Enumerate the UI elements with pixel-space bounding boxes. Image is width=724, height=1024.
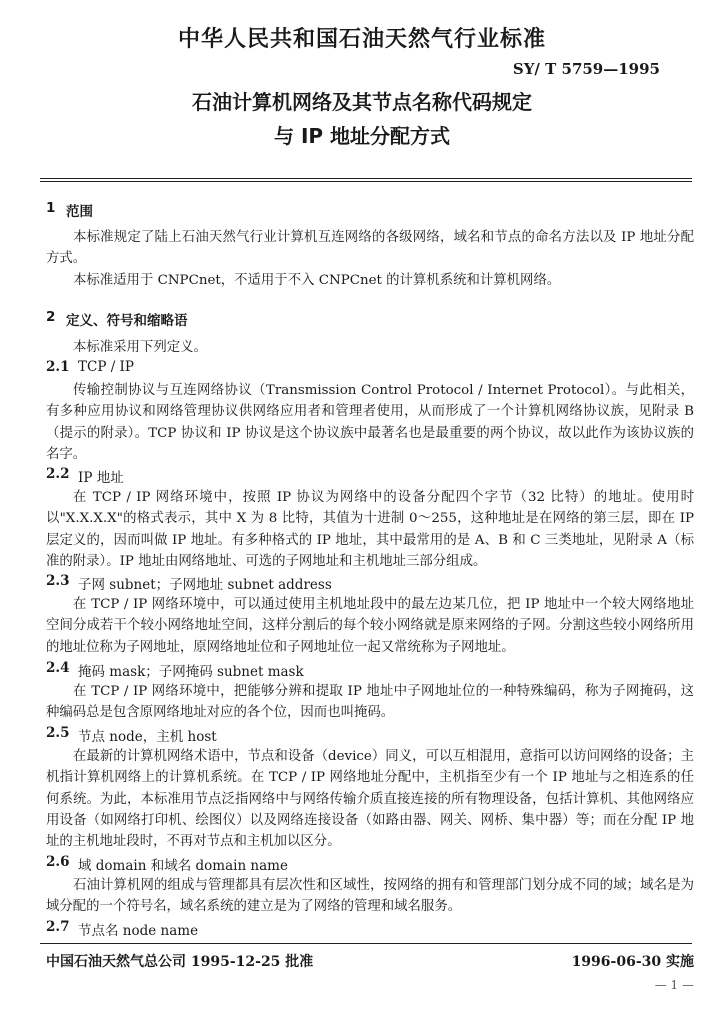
subsection-2-3-title: 子网 subnet；子网地址 subnet address <box>78 577 332 593</box>
subsection-2-6-text: 石油计算机网的组成与管理都具有层次性和区域性，按网络的拥有和管理部门划分成不同的域；域名是为域分配的一个符号名，域名系统的建立是为了网络的管理和域名服务。 <box>46 878 694 915</box>
section-2-intro: 本标准采用下列定义。 <box>73 340 207 355</box>
subsection-2-7-title: 节点名 node name <box>78 923 199 939</box>
subsection-2-4-text: 在 TCP / IP 网络环境中，把能够分辨和提取 IP 地址中子网地址位的一种特殊编码，称为子网掩码，这种编码总是包含原网络地址对应的各个位，因而也叫掩码。 <box>46 684 694 721</box>
section-1-number: 1 <box>46 200 56 216</box>
subsection-2-2-number: 2.2 <box>46 466 70 482</box>
subsection-2-1-number: 2.1 <box>46 359 70 375</box>
subsection-2-5-title: 节点 node，主机 host <box>78 729 217 745</box>
subsection-2-4-number: 2.4 <box>46 660 70 676</box>
subsection-2-5-number: 2.5 <box>46 725 70 741</box>
standard-code: SY/ T 5759—1995 <box>512 60 660 78</box>
subsection-2-6-number: 2.6 <box>46 854 70 870</box>
section-2-title: 定义、符号和缩略语 <box>66 313 188 329</box>
subsection-2-1-title: TCP / IP <box>78 359 134 375</box>
subsection-2-2-text: 在 TCP / IP 网络环境中，按照 IP 协议为网络中的设备分配四个字节（32 比特）的地址。使用时以"X.X.X.X"的格式表示，其中 X 为 8 比特，其值为十进制 0～255，这种地址是在网络的第三层，即在 IP 层定义的，因而叫做 IP 地址。有多种格式的 IP 地址，其中最常用的是 A、B 和 C 三类地址，见附录 A（标准的附录）。IP 地址由网络地址、可选的子网地址和主机地址三部分组成。 <box>46 490 694 569</box>
subsection-2-1-text: 传输控制协议与互连网络协议（Transmission Control Protocol / Internet Protocol）。与此相关，有多种应用协议和网络管理协议供网络应用者和管理者使用，从而形成了一个计算机网络协议族，见附录 B（提示的附录）。TCP 协议和 IP 协议是这个协议族中最著名也是最重要的两个协议，故以此作为该协议族的名字。 <box>46 383 694 462</box>
effective-date: 1996-06-30 实施 <box>571 954 694 970</box>
section-1-para-2: 本标准适用于 CNPCnet，不适用于不入 CNPCnet 的计算机系统和计算机网络。 <box>73 273 561 288</box>
approval-line: 中国石油天然气总公司 1995-12-25 批准 <box>46 954 314 970</box>
subsection-2-3-number: 2.3 <box>46 573 70 589</box>
section-1-para-1: 本标准规定了陆上石油天然气行业计算机互连网络的各级网络，域名和节点的命名方法以及 IP 地址分配方式。 <box>46 230 694 267</box>
subsection-2-7-number: 2.7 <box>46 919 70 935</box>
page-number: — 1 — <box>654 978 694 992</box>
footer-divider <box>40 943 692 944</box>
header-divider <box>40 178 692 182</box>
subsection-2-6-title: 域 domain 和域名 domain name <box>78 858 288 874</box>
section-1-title: 范围 <box>66 204 93 220</box>
document-title-line-2: 与 IP 地址分配方式 <box>273 124 451 148</box>
subsection-2-3-text: 在 TCP / IP 网络环境中，可以通过使用主机地址段中的最左边某几位，把 IP 地址中一个较大网络地址空间分成若干个较小网络地址空间，这样分割后的每个较小网络就是原来网络的子网。分割这些较小网络所用的地址位称为子网地址，原网络地址位和子网地址位一起又常统称为子网地址。 <box>46 597 694 655</box>
subsection-2-4-title: 掩码 mask；子网掩码 subnet mask <box>78 664 304 680</box>
document-title-line-1: 石油计算机网络及其节点名称代码规定 <box>192 90 532 114</box>
subsection-2-2-title: IP 地址 <box>78 470 124 486</box>
section-2-number: 2 <box>46 309 56 325</box>
standard-org-heading: 中华人民共和国石油天然气行业标准 <box>177 27 546 52</box>
subsection-2-5-text: 在最新的计算机网络术语中，节点和设备（device）同义，可以互相混用，意指可以访问网络的设备；主机指计算机网络上的计算机系统。在 TCP / IP 网络地址分配中，主机指至少有一个 IP 地址与之相连系的任何系统。为此，本标准用节点泛指网络中与网络传输介质直接连接的所有物理设备，包括计算机、其他网络应用设备（如网络打印机、绘图仪）以及网络连接设备（如路由器、网关、网桥、集中器）等；而在分配 IP 地址的主机地址段时，不再对节点和主机加以区分。 <box>46 749 694 850</box>
